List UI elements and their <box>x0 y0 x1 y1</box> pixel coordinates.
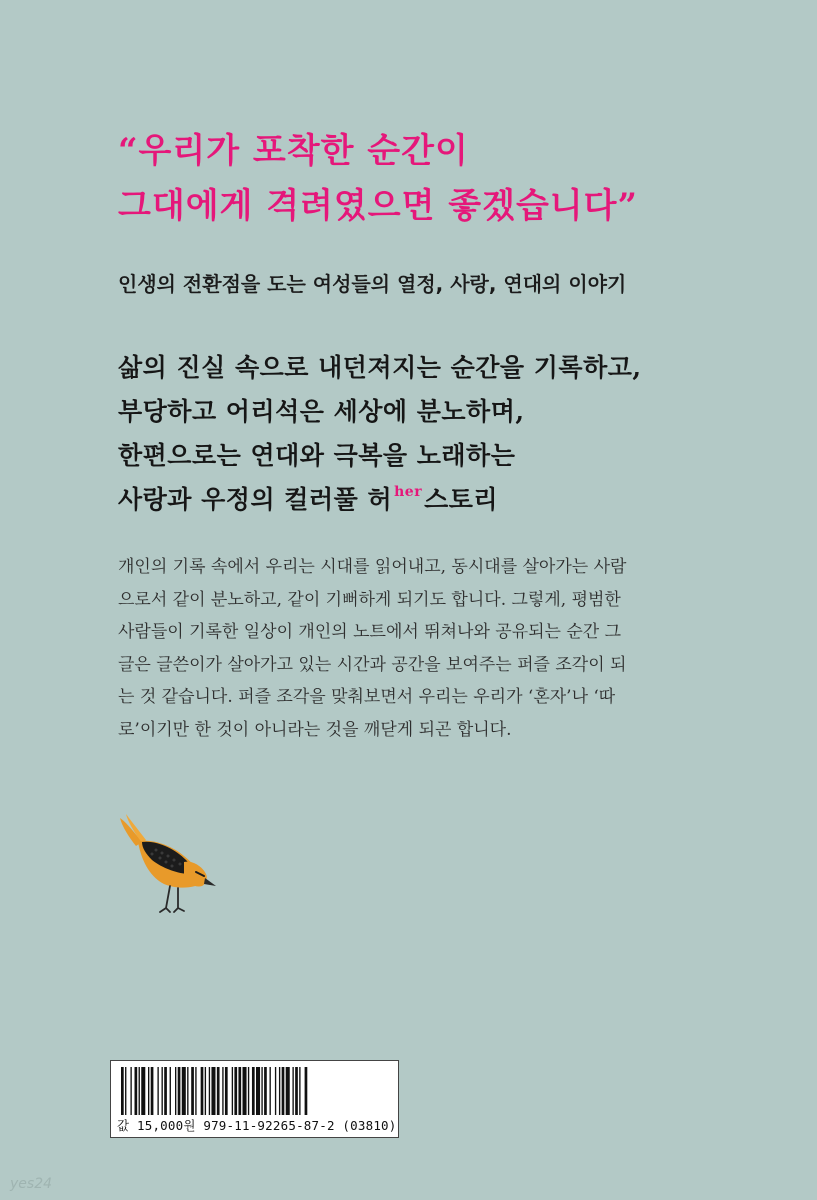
description-line: 사람들이 기록한 일상이 개인의 노트에서 뛰쳐나와 공유되는 순간 그 <box>118 622 622 642</box>
barcode-icon <box>121 1067 389 1115</box>
description <box>118 551 708 746</box>
blurb-line-4-before: 사랑과 우정의 컬러풀 허 <box>118 485 393 514</box>
pull-quote-line-2: 그대에게 격려였으면 좋겠습니다” <box>118 186 639 226</box>
pull-quote <box>118 124 778 234</box>
blurb-line-1: 삶의 진실 속으로 내던져지는 순간을 기록하고, <box>118 353 642 382</box>
blurb-line-4-after: 스토리 <box>424 485 499 514</box>
her-superscript: her <box>394 484 423 500</box>
description-line: 로’이기만 한 것이 아니라는 것을 깨닫게 되곤 합니다. <box>118 719 512 740</box>
blurb-line-3: 한편으로는 연대와 극복을 노래하는 <box>118 441 516 470</box>
description-line: 글은 글쓴이가 살아가고 있는 시간과 공간을 보여주는 퍼즐 조각이 되 <box>118 654 627 675</box>
description-line: 개인의 기록 속에서 우리는 시대를 읽어내고, 동시대를 살아가는 사람 <box>118 557 627 577</box>
barcode-label <box>110 1060 399 1138</box>
subtitle: 인생의 전환점을 도는 여성들의 열정, 사랑, 연대의 이야기 <box>118 272 627 296</box>
description-line: 으로서 같이 분노하고, 같이 기뻐하게 되기도 합니다. 그렇게, 평범한 <box>118 589 621 610</box>
blurb <box>118 346 642 522</box>
description-line: 는 것 같습니다. 퍼즐 조각을 맞춰보면서 우리는 우리가 ‘혼자’나 ‘따 <box>118 687 616 707</box>
price-isbn-text: 값 15,000원 979-11-92265-87-2 (03810) <box>117 1118 397 1133</box>
pull-quote-line-1: “우리가 포착한 순간이 <box>118 131 469 171</box>
blurb-line-4 <box>118 478 642 522</box>
watermark-logo: yes24 <box>10 1176 53 1192</box>
bird-icon <box>112 812 224 922</box>
blurb-line-2: 부당하고 어리석은 세상에 분노하며, <box>118 397 525 426</box>
